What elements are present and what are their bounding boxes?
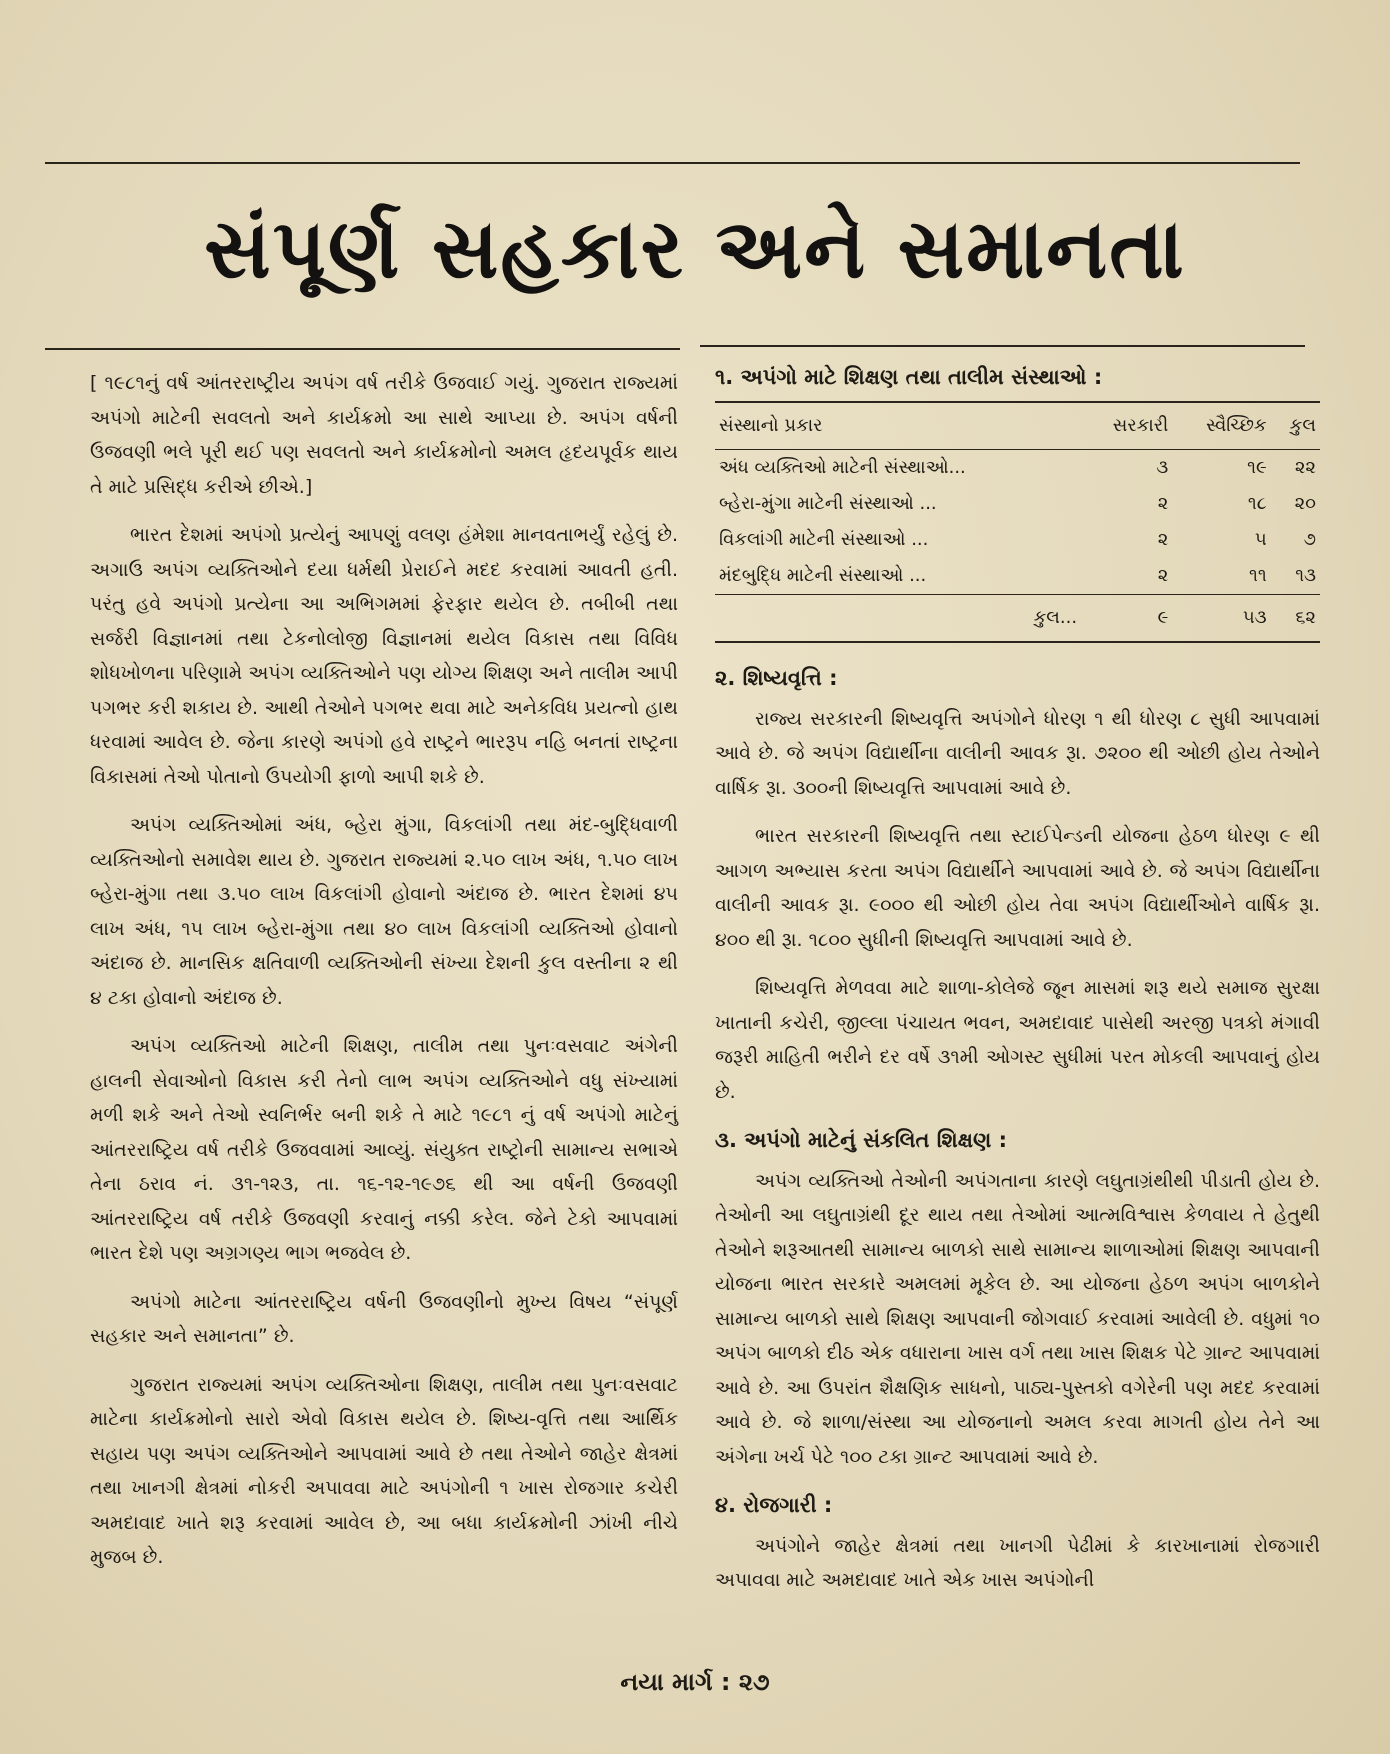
table-cell: ૨ bbox=[1157, 493, 1169, 514]
table-cell: ૨૨ bbox=[1294, 457, 1316, 478]
paragraph: રાજ્ય સરકારની શિષ્યવૃત્તિ અપંગોને ધોરણ ૧ થી ધોરણ ૮ સુધી આપવામાં આવે છે. જે અપંગ વિદ્યાર્થીના વાલીની આવક રૂા. ૭૨૦૦ થી ઓછી હોય તેઓને વાર્ષિક રૂા. ૩૦૦ની શિષ્યવૃત્તિ આપવામાં આવે છે. bbox=[715, 707, 1320, 799]
table-cell: કુલ... bbox=[715, 595, 1081, 643]
paragraph: અપંગ વ્યક્તિઓ તેઓની અપંગતાના કારણે લઘુતાગ્રંથીથી પીડાતી હોય છે. તેઓની આ લઘુતાગ્રંથી દૂર થાય તથા તેઓમાં આત્મવિશ્વાસ કેળવાય તે હેતુથી તેઓને શરૂઆતથી સામાન્ય બાળકો સાથે સામાન્ય શાળાઓમાં શિક્ષણ આપવાની યોજના ભારત સરકારે અમલમાં મૂકેલ છે. આ યોજના હેઠળ અપંગ બાળકોને સામાન્ય બાળકો સાથે શિક્ષણ આપવાની જોગવાઈ કરવામાં આવેલી છે. વધુમાં ૧૦ અપંગ બાળકો દીઠ એક વધારાના ખાસ વર્ગ તથા ખાસ શિક્ષક પેટે ગ્રાન્ટ આપવામાં આવે છે. આ ઉપરાંત શૈક્ષણિક સાધનો, પાઠ્ય-પુસ્તકો વગેરેની પણ મદદ કરવામાં આવે છે. જે શાળા/સંસ્થા આ યોજનાનો અમલ કરવા માગતી હોય તેને આ અંગેના ખર્ચ પેટે ૧૦૦ ટકા ગ્રાન્ટ આપવામાં આવે છે. bbox=[715, 1169, 1320, 1468]
table-cell: બ્હેરા-મુંગા માટેની સંસ્થાઓ ... bbox=[719, 493, 937, 514]
table-cell: ૫ bbox=[1254, 529, 1267, 550]
table-cell: ૧૮ bbox=[1247, 493, 1267, 514]
column-header: સરકારી bbox=[1081, 402, 1172, 450]
table-row bbox=[715, 522, 1320, 558]
table-cell: ૫૩ bbox=[1172, 595, 1270, 643]
right-column-rule bbox=[700, 345, 1305, 347]
section-4-heading: ૪. રોજગારી : bbox=[715, 1493, 833, 1517]
intro-note: [ ૧૯૮૧નું વર્ષ આંતરરાષ્ટ્રીય અપંગ વર્ષ તરીકે ઉજવાઈ ગયું. ગુજરાત રાજ્યમાં અપંગો માટેની સવલતો અને કાર્યક્રમો આ સાથે આપ્યા છે. અપંગ વર્ષની ઉજવણી ભલે પૂરી થઈ પણ સવલતો અને કાર્યક્રમોનો અમલ હૃદયપૂર્વક થાય તે માટે પ્રસિદ્ધ કરીએ છીએ.] bbox=[90, 372, 678, 498]
left-column-rule bbox=[45, 348, 680, 350]
table-row bbox=[715, 450, 1320, 487]
page-footer: નયા માર્ગ : ૨૭ bbox=[620, 1668, 770, 1696]
table-cell: ૨ bbox=[1157, 529, 1169, 550]
top-rule bbox=[45, 162, 1300, 164]
table-cell: ૨ bbox=[1157, 565, 1169, 586]
table-row bbox=[715, 486, 1320, 522]
table-cell: ૧૩ bbox=[1295, 565, 1316, 586]
table-cell: અંધ વ્યક્તિઓ માટેની સંસ્થાઓ... bbox=[719, 457, 966, 478]
paragraph: શિષ્યવૃત્તિ મેળવવા માટે શાળા-કોલેજે જૂન માસમાં શરૂ થયે સમાજ સુરક્ષા ખાતાની કચેરી, જીલ્લા પંચાયત ભવન, અમદાવાદ પાસેથી અરજી પત્રકો મંગાવી જરૂરી માહિતી ભરીને દર વર્ષે ૩૧મી ઓગસ્ટ સુધીમાં પરત મોકલી આપવાનું હોય છે. bbox=[715, 977, 1320, 1103]
table-cell: મંદબુદ્ધિ માટેની સંસ્થાઓ ... bbox=[719, 565, 927, 586]
table-total-row bbox=[715, 595, 1320, 643]
section-1-heading: ૧. અપંગો માટે શિક્ષણ તથા તાલીમ સંસ્થાઓ : bbox=[715, 365, 1103, 389]
paragraph: અપંગોને જાહેર ક્ષેત્રમાં તથા ખાનગી પેઢીમાં કે કારખાનામાં રોજગારી અપાવવા માટે અમદાવાદ ખાતે એક ખાસ અપંગોની bbox=[715, 1534, 1320, 1591]
column-header: કુલ bbox=[1271, 402, 1320, 450]
section-2-heading: ૨. શિષ્યવૃત્તિ : bbox=[715, 666, 838, 690]
column-header: સંસ્થાનો પ્રકાર bbox=[715, 402, 1081, 450]
paragraph: ગુજરાત રાજ્યમાં અપંગ વ્યક્તિઓના શિક્ષણ, તાલીમ તથા પુનઃવસવાટ માટેના કાર્યક્રમોનો સારો એવો વિકાસ થયેલ છે. શિષ્ય-વૃત્તિ તથા આર્થિક સહાય પણ અપંગ વ્યક્તિઓને આપવામાં આવે છે તથા તેઓને જાહેર ક્ષેત્રમાં તથા ખાનગી ક્ષેત્રમાં નોકરી અપાવવા માટે અપંગોની ૧ ખાસ રોજગાર કચેરી અમદાવાદ ખાતે શરૂ કરવામાં આવેલ છે, આ બધા કાર્યક્રમોની ઝાંખી નીચે મુજબ છે. bbox=[90, 1373, 678, 1568]
paragraph: અપંગો માટેના આંતરરાષ્ટ્રિય વર્ષની ઉજવણીનો મુખ્ય વિષય “સંપૂર્ણ સહકાર અને સમાનતા” છે. bbox=[90, 1290, 678, 1347]
table-cell: ૧૯ bbox=[1247, 457, 1267, 478]
table-header-row bbox=[715, 402, 1320, 450]
right-column bbox=[715, 356, 1320, 1612]
section-3-heading: ૩. અપંગો માટેનું સંકલિત શિક્ષણ : bbox=[715, 1128, 1007, 1152]
table-cell: ૬૨ bbox=[1271, 595, 1320, 643]
page-title: સંપૂર્ણ સહકાર અને સમાનતા bbox=[204, 202, 1186, 297]
table-cell: ૯ bbox=[1081, 595, 1172, 643]
column-header: સ્વૈચ્છિક bbox=[1172, 402, 1270, 450]
table-row bbox=[715, 558, 1320, 595]
paragraph: ભારત દેશમાં અપંગો પ્રત્યેનું આપણું વલણ હંમેશા માનવતાભર્યું રહેલું છે. અગાઉ અપંગ વ્યક્તિઓને દયા ધર્મથી પ્રેરાઈને મદદ કરવામાં આવતી હતી. પરંતુ હવે અપંગો પ્રત્યેના આ અભિગમમાં ફેરફાર થયેલ છે. તબીબી તથા સર્જરી વિજ્ઞાનમાં તથા ટેકનોલોજી વિજ્ઞાનમાં થયેલ વિકાસ તથા વિવિધ શોધખોળના પરિણામે અપંગ વ્યક્તિઓને પણ યોગ્ય શિક્ષણ અને તાલીમ આપી પગભર કરી શકાય છે. આથી તેઓને પગભર થવા માટે અનેકવિધ પ્રયત્નો હાથ ધરવામાં આવેલ છે. જેના કારણે અપંગો હવે રાષ્ટ્રને ભારરૂપ નહિ બનતાં રાષ્ટ્રના વિકાસમાં તેઓ પોતાનો ઉપયોગી ફાળો આપી શકે છે. bbox=[90, 524, 678, 788]
left-column bbox=[90, 366, 678, 1589]
table-cell: ૧૧ bbox=[1249, 565, 1267, 586]
institutions-table bbox=[715, 401, 1320, 644]
table-cell: ૭ bbox=[1303, 529, 1316, 550]
paragraph: અપંગ વ્યક્તિઓમાં અંધ, બ્હેરા મુંગા, વિકલાંગી તથા મંદ-બુદ્ધિવાળી વ્યક્તિઓનો સમાવેશ થાય છે. ગુજરાત રાજ્યમાં ૨.૫૦ લાખ અંધ, ૧.૫૦ લાખ બ્હેરા-મુંગા તથા ૩.૫૦ લાખ વિકલાંગી હોવાનો અંદાજ છે. ભારત દેશમાં ૪૫ લાખ અંધ, ૧૫ લાખ બ્હેરા-મુંગા તથા ૪૦ લાખ વિકલાંગી વ્યક્તિઓ હોવાનો અંદાજ છે. માનસિક ક્ષતિવાળી વ્યક્તિઓની સંખ્યા દેશની કુલ વસ્તીના ૨ થી ૪ ટકા હોવાનો અંદાજ છે. bbox=[90, 814, 678, 1009]
table-cell: વિકલાંગી માટેની સંસ્થાઓ ... bbox=[719, 529, 929, 550]
table-cell: ૩ bbox=[1156, 457, 1169, 478]
table-cell: ૨૦ bbox=[1294, 493, 1316, 514]
paragraph: ભારત સરકારની શિષ્યવૃત્તિ તથા સ્ટાઈપેન્ડની યોજના હેઠળ ધોરણ ૯ થી આગળ અભ્યાસ કરતા અપંગ વિદ્યાર્થીને આપવામાં આવે છે. જે અપંગ વિદ્યાર્થીના વાલીની આવક રૂા. ૯૦૦૦ થી ઓછી હોય તેવા અપંગ વિદ્યાર્થીઓને વાર્ષિક રૂા. ૪૦૦ થી રૂા. ૧૮૦૦ સુધીની શિષ્યવૃત્તિ આપવામાં આવે છે. bbox=[715, 825, 1320, 951]
paragraph: અપંગ વ્યક્તિઓ માટેની શિક્ષણ, તાલીમ તથા પુનઃવસવાટ અંગેની હાલની સેવાઓનો વિકાસ કરી તેનો લાભ અપંગ વ્યક્તિઓને વધુ સંખ્યામાં મળી શકે અને તેઓ સ્વનિર્ભર બની શકે તે માટે ૧૯૮૧ નું વર્ષ અપંગો માટેનું આંતરરાષ્ટ્રિય વર્ષ તરીકે ઉજવવામાં આવ્યું. સંયુક્ત રાષ્ટ્રોની સામાન્ય સભાએ તેના ઠરાવ નં. ૩૧-૧૨૩, તા. ૧૬-૧૨-૧૯૭૬ થી આ વર્ષની ઉજવણી આંતરરાષ્ટ્રિય વર્ષ તરીકે ઉજવણી કરવાનું નક્કી કરેલ. જેને ટેકો આપવામાં ભારત દેશે પણ અગ્રગણ્ય ભાગ ભજવેલ છે. bbox=[90, 1035, 678, 1264]
